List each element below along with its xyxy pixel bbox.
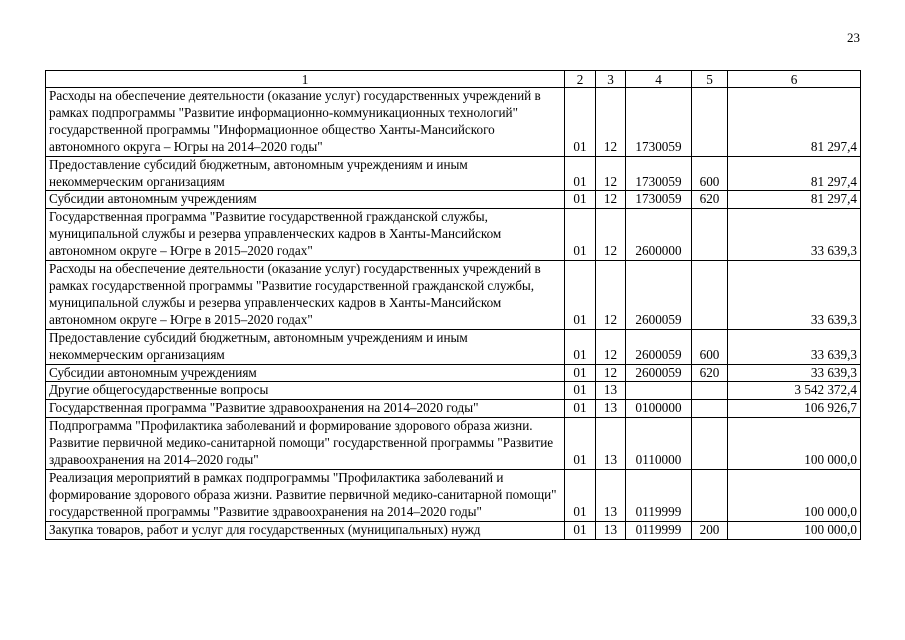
table-row — [46, 329, 861, 364]
expense-type-code-cell: 620 — [692, 364, 728, 382]
expense-type-code-cell: 600 — [692, 156, 728, 191]
header-cell-description: 1 — [46, 71, 565, 88]
amount-cell: 100 000,0 — [728, 469, 861, 521]
expense-type-code-cell — [692, 209, 728, 261]
expense-type-code-cell — [692, 88, 728, 157]
header-cell-expense-type: 5 — [692, 71, 728, 88]
description-cell: Предоставление субсидий бюджетным, автономным учреждениям и иным некоммерческим организациям — [46, 156, 565, 191]
header-cell-target-item: 4 — [626, 71, 692, 88]
table-row — [46, 156, 861, 191]
section-code-cell: 01 — [565, 88, 596, 157]
header-cell-section: 2 — [565, 71, 596, 88]
target-item-code-cell: 0110000 — [626, 418, 692, 470]
target-item-code-cell: 1730059 — [626, 156, 692, 191]
subsection-code-cell: 12 — [596, 329, 626, 364]
subsection-code-cell: 12 — [596, 156, 626, 191]
target-item-code-cell: 2600059 — [626, 261, 692, 330]
subsection-code-cell: 12 — [596, 364, 626, 382]
section-code-cell: 01 — [565, 400, 596, 418]
description-cell: Закупка товаров, работ и услуг для государственных (муниципальных) нужд — [46, 521, 565, 539]
section-code-cell: 01 — [565, 469, 596, 521]
table-row — [46, 364, 861, 382]
table-row — [46, 469, 861, 521]
expense-type-code-cell: 600 — [692, 329, 728, 364]
subsection-code-cell: 13 — [596, 521, 626, 539]
target-item-code-cell: 2600059 — [626, 329, 692, 364]
amount-cell: 33 639,3 — [728, 209, 861, 261]
target-item-code-cell: 0119999 — [626, 521, 692, 539]
section-code-cell: 01 — [565, 191, 596, 209]
table-row — [46, 418, 861, 470]
subsection-code-cell: 12 — [596, 88, 626, 157]
target-item-code-cell: 0119999 — [626, 469, 692, 521]
amount-cell: 100 000,0 — [728, 418, 861, 470]
expense-type-code-cell — [692, 400, 728, 418]
description-cell: Субсидии автономным учреждениям — [46, 191, 565, 209]
description-cell: Подпрограмма "Профилактика заболеваний и формирование здорового образа жизни. Развитие первичной медико-санитарной помощи" государственной программы "Развитие здравоохранения на 2014–2020 годы" — [46, 418, 565, 470]
section-code-cell: 01 — [565, 156, 596, 191]
table-row — [46, 400, 861, 418]
expense-type-code-cell — [692, 382, 728, 400]
subsection-code-cell: 13 — [596, 400, 626, 418]
section-code-cell: 01 — [565, 382, 596, 400]
description-cell: Расходы на обеспечение деятельности (оказание услуг) государственных учреждений в рамках подпрограммы "Развитие информационно-коммуникационных технологий" государственной программы "Информационное общество Ханты-Мансийского автономного округа – Югры на 2014–2020 годы" — [46, 88, 565, 157]
budget-table — [45, 70, 861, 540]
description-cell: Реализация мероприятий в рамках подпрограммы "Профилактика заболеваний и формирование здорового образа жизни. Развитие первичной медико-санитарной помощи" государственной программы "Развитие здравоохранения на 2014–2020 годы" — [46, 469, 565, 521]
expense-type-code-cell — [692, 469, 728, 521]
expense-type-code-cell: 200 — [692, 521, 728, 539]
amount-cell: 81 297,4 — [728, 88, 861, 157]
table-row — [46, 191, 861, 209]
amount-cell: 33 639,3 — [728, 364, 861, 382]
table-row — [46, 521, 861, 539]
subsection-code-cell: 12 — [596, 261, 626, 330]
header-row — [46, 71, 861, 88]
subsection-code-cell: 13 — [596, 382, 626, 400]
table-row — [46, 88, 861, 157]
subsection-code-cell: 13 — [596, 469, 626, 521]
amount-cell: 81 297,4 — [728, 191, 861, 209]
table-row — [46, 382, 861, 400]
section-code-cell: 01 — [565, 209, 596, 261]
expense-type-code-cell — [692, 418, 728, 470]
amount-cell: 100 000,0 — [728, 521, 861, 539]
subsection-code-cell: 12 — [596, 209, 626, 261]
page-number: 23 — [847, 30, 860, 45]
section-code-cell: 01 — [565, 329, 596, 364]
header-cell-amount: 6 — [728, 71, 861, 88]
table-row — [46, 261, 861, 330]
amount-cell: 33 639,3 — [728, 329, 861, 364]
description-cell: Расходы на обеспечение деятельности (оказание услуг) государственных учреждений в рамках государственной программы "Развитие государственной гражданской службы, муниципальной службы и резерва управленческих кадров в Ханты-Мансийском автономном округе – Югре в 2015–2020 годах" — [46, 261, 565, 330]
amount-cell: 3 542 372,4 — [728, 382, 861, 400]
target-item-code-cell: 1730059 — [626, 88, 692, 157]
subsection-code-cell: 12 — [596, 191, 626, 209]
amount-cell: 81 297,4 — [728, 156, 861, 191]
target-item-code-cell: 0100000 — [626, 400, 692, 418]
section-code-cell: 01 — [565, 364, 596, 382]
target-item-code-cell: 1730059 — [626, 191, 692, 209]
amount-cell: 106 926,7 — [728, 400, 861, 418]
section-code-cell: 01 — [565, 521, 596, 539]
description-cell: Государственная программа "Развитие государственной гражданской службы, муниципальной службы и резерва управленческих кадров в Ханты-Мансийском автономном округе – Югре в 2015–2020 годах" — [46, 209, 565, 261]
expense-type-code-cell — [692, 261, 728, 330]
description-cell: Государственная программа "Развитие здравоохранения на 2014–2020 годы" — [46, 400, 565, 418]
description-cell: Предоставление субсидий бюджетным, автономным учреждениям и иным некоммерческим организациям — [46, 329, 565, 364]
table-row — [46, 209, 861, 261]
amount-cell: 33 639,3 — [728, 261, 861, 330]
description-cell: Субсидии автономным учреждениям — [46, 364, 565, 382]
target-item-code-cell — [626, 382, 692, 400]
target-item-code-cell: 2600059 — [626, 364, 692, 382]
target-item-code-cell: 2600000 — [626, 209, 692, 261]
section-code-cell: 01 — [565, 418, 596, 470]
header-cell-subsection: 3 — [596, 71, 626, 88]
expense-type-code-cell: 620 — [692, 191, 728, 209]
description-cell: Другие общегосударственные вопросы — [46, 382, 565, 400]
subsection-code-cell: 13 — [596, 418, 626, 470]
section-code-cell: 01 — [565, 261, 596, 330]
